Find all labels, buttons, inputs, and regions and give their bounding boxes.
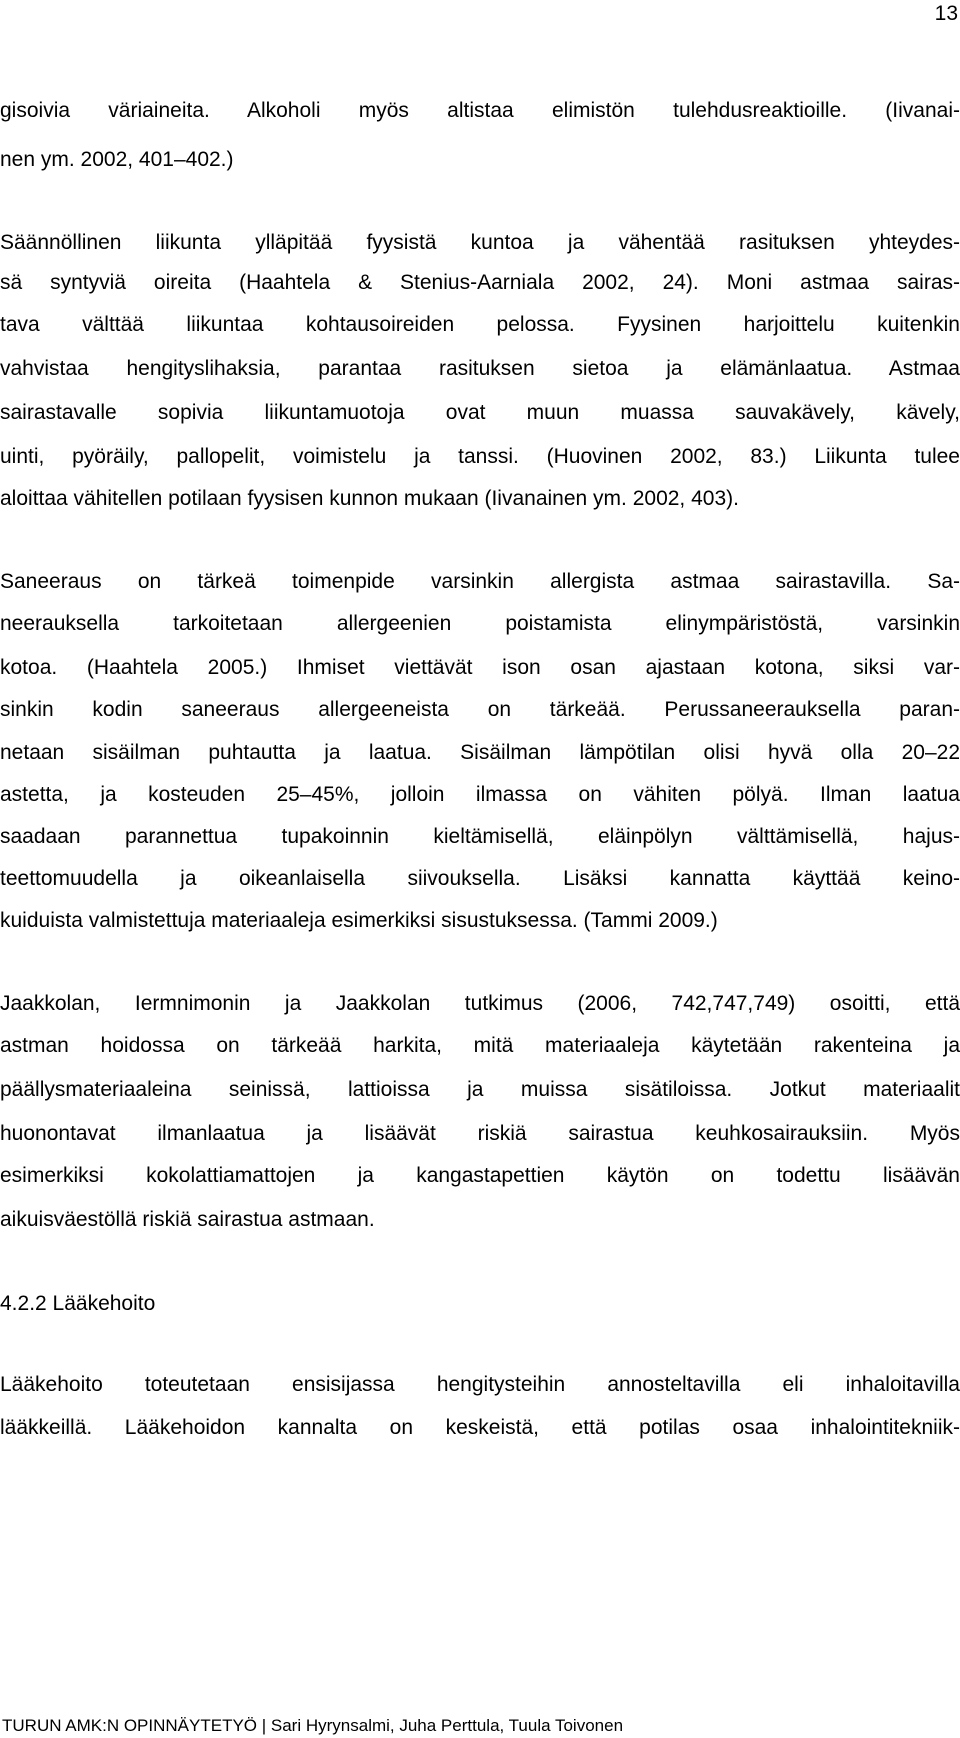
text-line: aloittaa vähitellen potilaan fyysisen kunnon mukaan (Iivanainen ym. 2002, 403).	[0, 487, 739, 510]
text-line: kotoa. (Haahtela 2005.) Ihmiset viettävät ison osan ajastaan kotona, siksi var-	[0, 656, 960, 679]
text-line: sairastavalle sopivia liikuntamuotoja ovat muun muassa sauvakävely, kävely,	[0, 401, 960, 424]
text-line: lääkkeillä. Lääkehoidon kannalta on keskeistä, että potilas osaa inhalointitekniik-	[0, 1416, 960, 1439]
text-line: esimerkiksi kokolattiamattojen ja kangastapettien käytön on todettu lisäävän	[0, 1164, 960, 1187]
text-line: kuiduista valmistettuja materiaaleja esimerkiksi sisustuksessa. (Tammi 2009.)	[0, 909, 718, 932]
text-line: saadaan parannettua tupakoinnin kieltämisellä, eläinpölyn välttämisellä, hajus-	[0, 825, 960, 848]
text-line: aikuisväestöllä riskiä sairastua astmaan.	[0, 1208, 375, 1231]
page-footer: TURUN AMK:N OPINNÄYTETYÖ | Sari Hyrynsalmi, Juha Perttula, Tuula Toivonen	[2, 1716, 624, 1735]
text-line: sä syntyviä oireita (Haahtela & Stenius-Aarniala 2002, 24). Moni astmaa sairas-	[0, 271, 960, 294]
text-line: netaan sisäilman puhtautta ja laatua. Sisäilman lämpötilan olisi hyvä olla 20–22	[0, 741, 960, 764]
text-line: uinti, pyöräily, pallopelit, voimistelu ja tanssi. (Huovinen 2002, 83.) Liikunta tulee	[0, 445, 960, 468]
text-line: Saneeraus on tärkeä toimenpide varsinkin allergista astmaa sairastavilla. Sa-	[0, 570, 960, 593]
page-number: 13	[934, 2, 958, 25]
text-line: astman hoidossa on tärkeää harkita, mitä materiaaleja käytetään rakenteina ja	[0, 1034, 960, 1057]
text-line: astetta, ja kosteuden 25–45%, jolloin ilmassa on vähiten pölyä. Ilman laatua	[0, 783, 960, 806]
text-line: Jaakkolan, Iermnimonin ja Jaakkolan tutkimus (2006, 742,747,749) osoitti, että	[0, 992, 960, 1015]
text-line: tava välttää liikuntaa kohtausoireiden pelossa. Fyysinen harjoittelu kuitenkin	[0, 313, 960, 336]
section-heading: 4.2.2 Lääkehoito	[0, 1292, 156, 1315]
text-line: vahvistaa hengityslihaksia, parantaa rasituksen sietoa ja elämänlaatua. Astmaa	[0, 357, 960, 380]
text-line: sinkin kodin saneeraus allergeeneista on tärkeää. Perussaneerauksella paran-	[0, 698, 960, 721]
text-line: neerauksella tarkoitetaan allergeenien poistamista elinympäristöstä, varsinkin	[0, 612, 960, 635]
text-line: päällysmateriaaleina seinissä, lattioissa ja muissa sisätiloissa. Jotkut materiaalit	[0, 1078, 960, 1101]
text-line: huonontavat ilmanlaatua ja lisäävät riskiä sairastua keuhkosairauksiin. Myös	[0, 1122, 960, 1145]
text-line: Säännöllinen liikunta ylläpitää fyysistä kuntoa ja vähentää rasituksen yhteydes-	[0, 231, 960, 254]
text-line: nen ym. 2002, 401–402.)	[0, 148, 234, 171]
text-line: gisoivia väriaineita. Alkoholi myös altistaa elimistön tulehdusreaktioille. (Iivanai-	[0, 99, 960, 122]
text-line: teettomuudella ja oikeanlaisella siivouksella. Lisäksi kannatta käyttää keino-	[0, 867, 960, 890]
text-line: Lääkehoito toteutetaan ensisijassa hengitysteihin annosteltavilla eli inhaloitavilla	[0, 1373, 960, 1396]
